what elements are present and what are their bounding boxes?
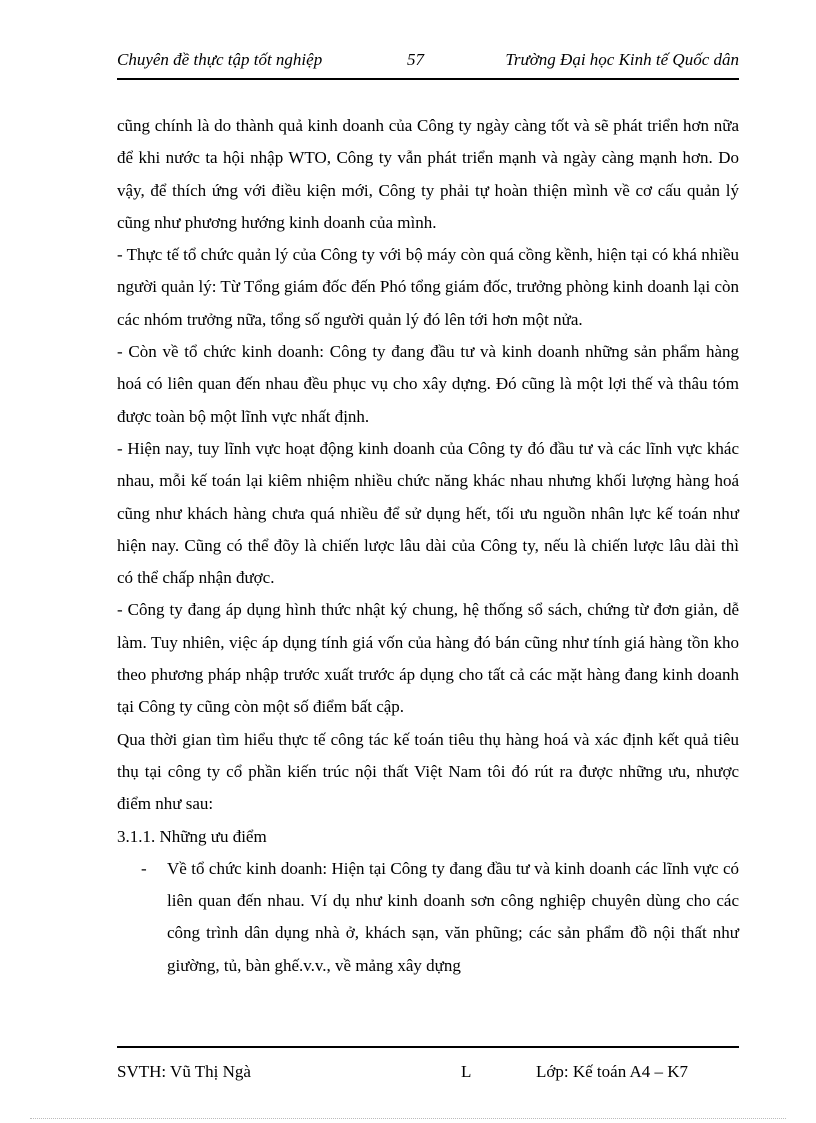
page-edge [30,1118,786,1119]
header-rule [117,78,739,80]
paragraph-management: - Thực tế tổ chức quản lý của Công ty với bộ máy còn quá cồng kềnh, hiện tại có khá nhiều người quản lý: Từ Tổng giám đốc đến Phó tổng giám đốc, trưởng phòng kinh doanh lại còn các nhóm trưởng nữa, tổng số người quản lý đó lên tới hơn một nửa. [117,245,739,329]
paragraph-accounting-staff: - Hiện nay, tuy lĩnh vực hoạt động kinh doanh của Công ty đó đầu tư và các lĩnh vực khác nhau, mỗi kế toán lại kiêm nhiệm nhiều chức năng khác nhau nhưng khối lượng hàng hoá cũng như khách hàng chưa quá nhiều để sử dụng hết, tối ưu nguồn nhân lực kế toán như hiện nay. Cũng có thể đõy là chiến lược lâu dài của Công ty, nếu là chiến lược lâu dài thì có thể chấp nhận được. [117,438,739,588]
page-number: 57 [407,50,424,69]
footer-student: SVTH: Vũ Thị Ngà [117,1062,251,1081]
paragraph-intro: cũng chính là do thành quả kinh doanh của Công ty ngày càng tốt và sẽ phát triển hơn nữa để khi nước ta hội nhập WTO, Công ty vẫn phát triển mạnh và ngày càng mạnh hơn. Do vậy, để thích ứng với điều kiện mới, Công ty phải tự hoàn thiện mình về cơ cấu quản lý cũng như phương hướng kinh doanh của mình. [117,116,739,232]
bullet-item [117,853,739,982]
footer-rule [117,1046,739,1048]
bullet-text: Về tổ chức kinh doanh: Hiện tại Công ty đang đầu tư và kinh doanh các lĩnh vực có liên quan đến nhau. Ví dụ như kinh doanh sơn công nghiệp chuyên dùng cho các công trình dân dụng nhà ở, khách sạn, văn phũng; các sản phẩm đồ nội thất như giường, tủ, bàn ghế.v.v., về mảng xây dựng [167,858,739,975]
footer-class: Lớp: Kế toán A4 – K7 [536,1062,689,1081]
bullet-mark: - [141,858,147,878]
paragraph-business-organization: - Còn về tổ chức kinh doanh: Công ty đang đầu tư và kinh doanh những sản phẩm hàng hoá có liên quan đến nhau đều phục vụ cho xây dựng. Đó cũng là một lợi thế và thâu tóm được toàn bộ một lĩnh vực nhất định. [117,342,739,426]
header-university: Trường Đại học Kinh tế Quốc dân [505,50,739,69]
paragraph-bookkeeping: - Công ty đang áp dụng hình thức nhật ký chung, hệ thống sổ sách, chứng từ đơn giản, dễ làm. Tuy nhiên, việc áp dụng tính giá vốn của hàng đó bán cũng như tính giá hàng tồn kho theo phương pháp nhập trước xuất trước áp dụng cho tất cả các mặt hàng đang kinh doanh tại Công ty cũng còn một số điểm bất cập. [117,600,739,717]
footer-center-mark: L [461,1062,472,1081]
header-thesis-title: Chuyên đề thực tập tốt nghiệp [117,50,323,69]
page-header [117,48,739,78]
paragraph-summary: Qua thời gian tìm hiểu thực tế công tác kế toán tiêu thụ hàng hoá và xác định kết quả tiêu thụ tại công ty cổ phần kiến trúc nội thất Việt Nam tôi đó rút ra được những ưu, nhược điểm như sau: [117,729,739,814]
page-footer [117,1062,739,1086]
page-body [117,110,739,982]
section-heading: 3.1.1. Những ưu điểm [117,826,267,846]
